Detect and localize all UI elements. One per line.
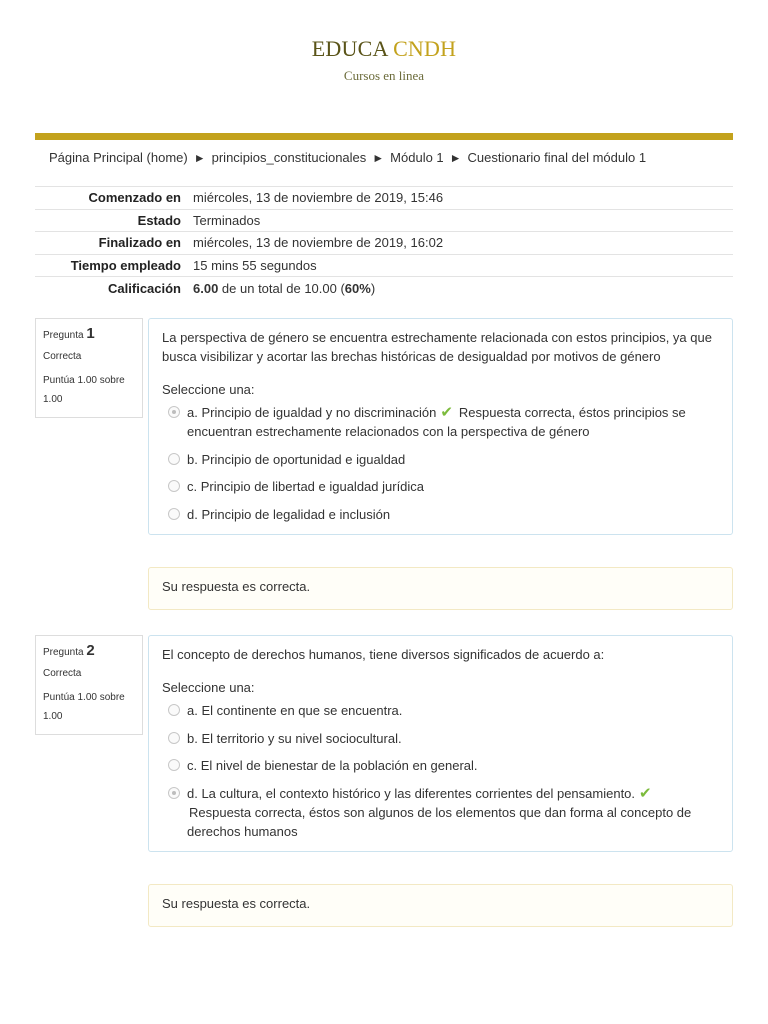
- summary-value: miércoles, 13 de noviembre de 2019, 16:02: [187, 232, 733, 255]
- question-2-info: [35, 635, 143, 735]
- option-label: d. Principio de legalidad e inclusión: [187, 506, 391, 522]
- summary-value: miércoles, 13 de noviembre de 2019, 15:46: [187, 187, 733, 210]
- option-feedback: Respuesta correcta, éstos son algunos de los elementos que dan forma al concepto de derechos humanos: [187, 804, 692, 839]
- answer-prompt: Seleccione una:: [162, 382, 255, 397]
- answer-prompt: Seleccione una:: [162, 680, 255, 695]
- question-label: Pregunta: [43, 330, 84, 341]
- answer-option-a[interactable]: [162, 701, 719, 720]
- breadcrumb-module-link[interactable]: Módulo 1: [390, 150, 444, 165]
- question-state: Correcta: [43, 351, 82, 362]
- answer-option-c[interactable]: [162, 756, 719, 775]
- site-title-part1: EDUCA: [311, 36, 388, 61]
- question-number: [43, 325, 135, 342]
- question-number: [43, 642, 135, 659]
- outcome-text: Su respuesta es correcta.: [162, 896, 311, 911]
- question-text: El concepto de derechos humanos, tiene diversos significados de acuerdo a:: [162, 647, 605, 662]
- question-label: Pregunta: [43, 647, 84, 658]
- summary-label: Calificación: [35, 277, 187, 300]
- summary-value: 15 mins 55 segundos: [187, 254, 733, 277]
- outcome-text: Su respuesta es correcta.: [162, 579, 311, 594]
- question-2-content: [148, 635, 733, 852]
- option-label: c. Principio de libertad e igualdad jurídica: [187, 479, 425, 494]
- radio-icon[interactable]: [168, 704, 180, 716]
- question-state: Correcta: [43, 668, 82, 679]
- summary-row-completed: [35, 232, 733, 255]
- question-2-outcome: [148, 884, 733, 927]
- radio-icon[interactable]: [168, 759, 180, 771]
- option-label: d. La cultura, el contexto histórico y las diferentes corrientes del pensamiento.: [187, 785, 636, 801]
- question-grade: Puntúa 1.00 sobre 1.00: [43, 375, 125, 405]
- grade-score: 6.00: [193, 280, 219, 296]
- summary-label: Estado: [35, 209, 187, 232]
- answer-option-b[interactable]: [162, 729, 719, 748]
- radio-selected-icon[interactable]: [168, 406, 180, 418]
- breadcrumb-separator-icon: ►: [449, 151, 462, 165]
- breadcrumb-home-link[interactable]: Página Principal (home): [49, 150, 188, 165]
- site-header: [0, 36, 768, 84]
- breadcrumb-course-link[interactable]: principios_constitucionales: [211, 150, 367, 165]
- summary-label: Tiempo empleado: [35, 254, 187, 277]
- radio-selected-icon[interactable]: [168, 787, 180, 799]
- grade-total: de un total de 10.00 (: [218, 280, 345, 296]
- grade-percent: 60%: [344, 280, 371, 296]
- site-title-part2: CNDH: [393, 36, 457, 61]
- option-label: c. El nivel de bienestar de la población en general.: [187, 758, 478, 773]
- answer-option-a[interactable]: [162, 403, 719, 441]
- breadcrumb-separator-icon: ►: [193, 151, 206, 165]
- summary-label: Finalizado en: [35, 232, 187, 255]
- option-label: b. Principio de oportunidad e igualdad: [187, 451, 406, 467]
- summary-grade-value: [187, 277, 733, 300]
- grade-close: ): [370, 280, 376, 296]
- question-number-value: 1: [86, 325, 95, 342]
- summary-value: Terminados: [187, 209, 733, 232]
- radio-icon[interactable]: [168, 480, 180, 492]
- option-label: a. El continente en que se encuentra.: [187, 703, 403, 718]
- radio-icon[interactable]: [168, 508, 180, 520]
- breadcrumb-quiz-link[interactable]: Cuestionario final del módulo 1: [467, 150, 647, 165]
- answer-option-c[interactable]: [162, 477, 719, 496]
- breadcrumb-separator-icon: ►: [372, 151, 385, 165]
- question-1-info: [35, 318, 143, 418]
- summary-row-started: [35, 187, 733, 210]
- question-number-value: 2: [86, 642, 95, 659]
- site-subtitle: Cursos en linea: [343, 68, 425, 83]
- breadcrumb: [49, 150, 646, 165]
- check-icon: ✔: [639, 784, 652, 802]
- radio-icon[interactable]: [168, 453, 180, 465]
- option-feedback: Respuesta correcta, éstos principios se encuentran estrechamente relacionados con la perspectiva de género: [187, 405, 686, 439]
- summary-row-grade: [35, 277, 733, 300]
- radio-icon[interactable]: [168, 732, 180, 744]
- question-text: La perspectiva de género se encuentra estrechamente relacionada con estos principios, ya que busca visibilizar y acortar las brechas históricas de desigualdad por motivos de género: [162, 330, 712, 364]
- answer-option-d[interactable]: [162, 505, 719, 524]
- site-title[interactable]: [0, 36, 768, 62]
- option-label: b. El territorio y su nivel sociocultural.: [187, 730, 402, 746]
- answer-option-d[interactable]: [162, 784, 719, 841]
- question-grade: Puntúa 1.00 sobre 1.00: [43, 692, 125, 722]
- check-icon: ✔: [440, 404, 453, 421]
- question-1-outcome: [148, 567, 733, 610]
- attempt-summary-table: [35, 186, 733, 299]
- header-divider: [35, 133, 733, 140]
- option-label: a. Principio de igualdad y no discriminación: [187, 405, 437, 420]
- answer-option-b[interactable]: [162, 450, 719, 469]
- question-1-content: [148, 318, 733, 535]
- summary-row-state: [35, 209, 733, 232]
- summary-row-time-taken: [35, 254, 733, 277]
- summary-label: Comenzado en: [35, 187, 187, 210]
